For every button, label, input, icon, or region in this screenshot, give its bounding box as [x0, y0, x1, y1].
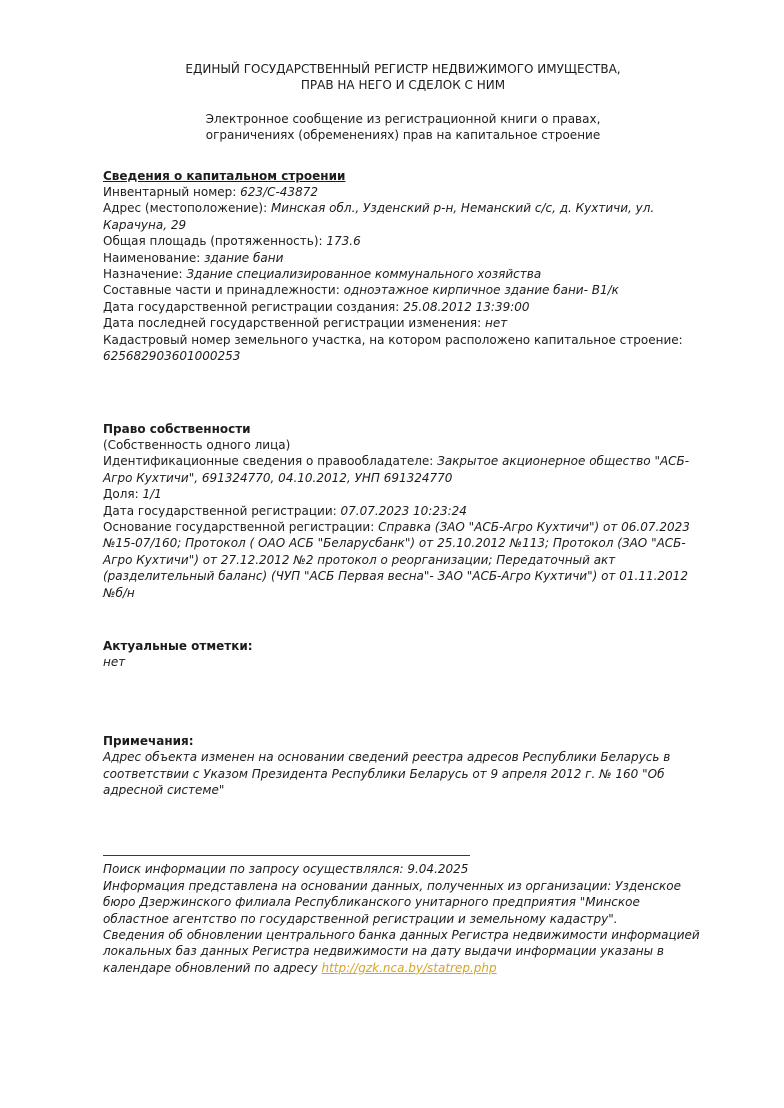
- update-info-prefix: Сведения об обновлении центрального банка данных Регистра недвижимости информацией локальных баз данных Регистра недвижимости на дату выдачи информации указаны в календаре обновлений по адресу: [103, 928, 700, 975]
- field-label: Наименование:: [103, 250, 201, 265]
- field-value: 625682903601000253: [103, 349, 241, 364]
- field-value: 1/1: [142, 487, 162, 502]
- ownership-section-heading: Право собственности: [103, 421, 251, 436]
- field-label: Инвентарный номер:: [103, 185, 237, 200]
- notes-section: [103, 733, 703, 799]
- field-registration-basis: [103, 519, 703, 601]
- field-label: Составные части и принадлежности:: [103, 283, 340, 298]
- document-title: [103, 61, 703, 94]
- field-value: 173.6: [326, 234, 361, 249]
- marks-value: нет: [103, 655, 126, 670]
- field-components: [103, 282, 703, 298]
- field-value: 07.07.2023 10:23:24: [340, 503, 467, 518]
- field-address: [103, 200, 703, 233]
- field-value: нет: [485, 316, 508, 331]
- field-value: 623/С-43872: [240, 185, 318, 200]
- field-value: здание бани: [204, 250, 284, 265]
- field-registration-date: [103, 503, 703, 519]
- subtitle-line1: Электронное сообщение из регистрационной книги о правах,: [205, 111, 601, 126]
- field-label: Дата последней государственной регистрации изменения:: [103, 316, 482, 331]
- separator-line: [103, 855, 470, 856]
- statrep-link[interactable]: http://gzk.nca.by/statrep.php: [321, 960, 497, 975]
- field-rightsholder-identification: [103, 453, 703, 486]
- field-cadastral-number: [103, 332, 703, 365]
- building-section-heading: Сведения о капитальном строении: [103, 168, 346, 183]
- field-value: Здание специализированное коммунального хозяйства: [186, 267, 542, 282]
- footer-section: [103, 855, 703, 976]
- current-marks-section: [103, 638, 703, 671]
- field-label: Дата государственной регистрации:: [103, 503, 337, 518]
- field-label: Адрес (местоположение):: [103, 201, 268, 216]
- document-subtitle: [103, 111, 703, 144]
- field-label: Доля:: [103, 487, 139, 502]
- notes-section-heading: Примечания:: [103, 733, 194, 748]
- field-value: одноэтажное кирпичное здание бани- В1/к: [343, 283, 619, 298]
- field-label: Основание государственной регистрации:: [103, 519, 375, 534]
- ownership-type-note: (Собственность одного лица): [103, 437, 291, 452]
- field-value: Минская обл., Узденский р-н, Неманский с/с, д. Кухтичи, ул. Карачуна, 29: [103, 201, 655, 232]
- field-label: Дата государственной регистрации создания:: [103, 299, 400, 314]
- marks-section-heading: Актуальные отметки:: [103, 638, 253, 653]
- ownership-section: [103, 421, 703, 601]
- field-total-area: [103, 233, 703, 249]
- field-inventory-number: [103, 184, 703, 200]
- update-info-line: [103, 927, 703, 976]
- field-label: Идентификационные сведения о правообладателе:: [103, 454, 434, 469]
- field-label: Кадастровый номер земельного участка, на котором расположено капитальное строение:: [103, 332, 683, 347]
- source-organization-line: Информация представлена на основании данных, полученных из организации: Узденское бюро Дзержинского филиала Республиканского унитарного предприятия "Минское областное агентство по государственной регистрации и земельному кадастру".: [103, 878, 681, 926]
- field-name: [103, 250, 703, 266]
- subtitle-line2: ограничениях (обременениях) прав на капитальное строение: [205, 128, 601, 143]
- field-value: Закрытое акционерное общество "АСБ-Агро Кухтичи", 691324770, 04.10.2012, УНП 691324770: [103, 454, 690, 485]
- registry-title-line1: ЕДИНЫЙ ГОСУДАРСТВЕННЫЙ РЕГИСТР НЕДВИЖИМОГО ИМУЩЕСТВА,: [185, 62, 621, 76]
- field-label: Общая площадь (протяженность):: [103, 234, 323, 249]
- building-info-section: [103, 168, 703, 365]
- notes-text: Адрес объекта изменен на основании сведений реестра адресов Республики Беларусь в соответствии с Указом Президента Республики Беларусь от 9 апреля 2012 г. № 160 "Об адресной системе": [103, 750, 671, 797]
- field-purpose: [103, 266, 703, 282]
- field-value: Справка (ЗАО "АСБ-Агро Кухтичи") от 06.07.2023 №15-07/160; Протокол ( ОАО АСБ "Беларусбанк") от 25.10.2012 №113; Протокол (ЗАО "АСБ-Агро Кухтичи") от 27.12.2012 №2 протокол о реорганизации; Передаточный акт (разделительный баланс) (ЧУП "АСБ Первая весна"- ЗАО "АСБ-Агро Кухтичи") от 01.11.2012 №б/н: [103, 519, 690, 600]
- field-creation-registration-date: [103, 299, 703, 315]
- registry-title-line2: ПРАВ НА НЕГО И СДЕЛОК С НИМ: [300, 78, 506, 93]
- field-last-change-registration-date: [103, 315, 703, 331]
- search-date-line: Поиск информации по запросу осуществлялся: 9.04.2025: [103, 862, 469, 877]
- field-label: Назначение:: [103, 267, 183, 282]
- field-share: [103, 486, 703, 502]
- field-value: 25.08.2012 13:39:00: [403, 299, 530, 314]
